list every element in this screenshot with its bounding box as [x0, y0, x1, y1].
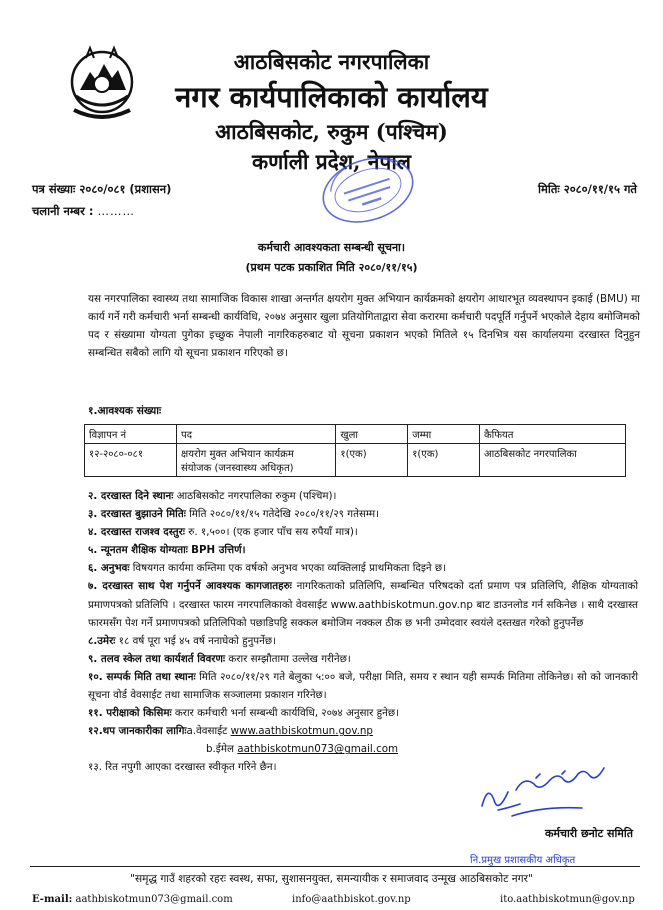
office-address: आठबिसकोट, रुकुम (पश्चिम) — [215, 119, 448, 144]
email-prefix: b.ईमेल — [206, 743, 238, 756]
footer-divider — [30, 866, 640, 867]
list-item-text: मिति २०८०/११/२९ गते बेलुका ५:०० बजे, परीक्षा मिति, समय र स्थान यही सम्पर्क मितिमा तोकिनेछ। सो को जानकारी सूचना वोर्ड वेवसाईट तथा सामाजिक सञ्जालमा प्रकाशन गरिनेछ। — [88, 670, 639, 702]
letter-date: मितिः २०८०/११/१५ गते — [538, 182, 637, 196]
list-item-label: ४. दरखास्त राजश्व दस्तुरः — [88, 526, 185, 539]
list-item — [88, 559, 638, 577]
list-item-label: १२.थप जानकारीका लागिः — [88, 725, 187, 738]
list-item — [88, 487, 638, 505]
post-name-line: क्षयरोग मुक्त अभियान कार्यक्रम — [181, 449, 294, 460]
list-item-text: BPH उत्तिर्ण। — [191, 544, 246, 557]
letter-number: पत्र संख्याः २०८०/०८१ (प्रशासन) — [32, 182, 172, 196]
list-item-label: ६. अनुभवः — [88, 562, 130, 575]
advert-number: १२-२०८०-०८१ — [85, 444, 177, 477]
section-required-number: १.आवश्यक संख्याः — [88, 405, 162, 417]
list-item-text: करार कर्मचारी भर्ना सम्बन्धी कार्यविधि, २०७४ अनुसार हुनेछ। — [174, 707, 399, 720]
chief-officer-title: नि.प्रमुख प्रशासकीय अधिकृत — [470, 855, 576, 866]
list-item-text: करार सम्झौतामा उल्लेख गरीनेछ। — [228, 652, 351, 665]
table-header-cell: पद — [177, 425, 336, 444]
list-item-label: ७. दरखास्त साथ पेश गर्नुपर्ने आवश्यक कागजातहरुः — [88, 580, 292, 593]
list-item-label: ८.उमेरः — [88, 634, 116, 647]
list-item — [88, 523, 638, 541]
requirements-list — [88, 487, 638, 777]
dispatch-number-value: ……… — [97, 204, 135, 218]
remarks: आठबिसकोट नगरपालिका — [479, 444, 625, 477]
table-header-cell: जम्मा — [408, 425, 480, 444]
open-count: १(एक) — [336, 444, 408, 477]
list-item-text: आठबिसकोट नगरपालिका रुकुम (पश्चिम)। — [176, 490, 337, 502]
list-item — [88, 668, 638, 704]
list-item-label: ११. परीक्षाको किसिमः — [88, 707, 172, 720]
footer-email-link[interactable]: info@aathbiskot.gov.np — [292, 894, 411, 905]
round-office-stamp-icon — [314, 150, 422, 230]
footer-motto: "समृद्ध गाउँ शहरको रहरः स्वस्थ, सफा, सुशासनयुक्त, समन्यायीक र समाजवाद उन्मूख आठबिसकोट नगर" — [130, 873, 533, 885]
list-item — [88, 541, 638, 559]
table-row — [85, 444, 626, 477]
list-item — [88, 577, 638, 631]
footer-email-link[interactable]: aathbiskotmun073@gmail.com — [75, 894, 233, 905]
notice-subtitle: (प्रथम पटक प्रकाशित मिति २०८०/११/१५) — [245, 261, 418, 274]
list-item — [88, 505, 638, 523]
list-item-label: १०. सम्पर्क मिति तथा स्थानः — [88, 670, 196, 683]
list-item — [88, 650, 638, 668]
list-item-label: ९. तलव स्केल तथा कार्यशर्त विवरणः — [88, 652, 226, 665]
list-item-label: २. दरखास्त दिने स्थानः — [88, 490, 174, 502]
footer-email-primary — [32, 894, 233, 905]
list-item — [88, 704, 638, 722]
list-item — [88, 722, 638, 740]
handwritten-signature-icon — [476, 766, 626, 832]
list-item-text: रु. १,५००। (एक हजार पाँच सय रुपैयाँ मात्र)। — [188, 526, 358, 539]
office-name: नगर कार्यपालिकाको कार्यालय — [175, 80, 488, 114]
dispatch-number — [32, 204, 135, 219]
list-item-text: १८ वर्ष पूरा भई ४५ वर्ष ननाघेको हुनुपर्नेछ। — [118, 634, 276, 647]
notice-intro: यस नगरपालिका स्वास्थ्य तथा सामाजिक विकास शाखा अन्तर्गत क्षयरोग मुक्त अभियान कार्यक्रमको क्षयरोग आधारभूत व्यवस्थापन इकाई (BMU) मा कार्य गर्ने गरी कर्मचारी भर्ना सम्बन्धी कार्यविधि, २०७४ अनुसार खुला प्रतियोगिताद्वारा सेवा करारमा कर्मचारी पदपूर्ति गर्नुपर्ने भएकोले देहाय बमोजिमको पद र संख्यामा योग्यता पुगेका इच्छुक नेपाली नागरिकहरुबाट यो सूचना प्रकाशन भएको मितिले १५ दिनभित्र यस कार्यालयमा दरखास्त दिनुहुन सम्बन्धित सबैको लागि यो सूचना प्रकाशन गरिएको छ। — [88, 293, 640, 359]
website-link[interactable]: www.aathbiskotmun.gov.np — [230, 725, 373, 738]
list-item — [88, 740, 638, 758]
posts-table — [84, 424, 626, 477]
post-name-line: संयोजक (जनस्वास्थ्य अधिकृत) — [181, 463, 294, 474]
list-item: १३. रित नपुगी आएका दरखास्त स्वीकृत गरिने छैन। — [88, 761, 277, 774]
table-header-cell: विज्ञापन नं — [85, 425, 177, 444]
list-item-text: विषयगत कार्यमा कम्तिमा एक वर्षको अनुभव भएका व्यक्तिलाई प्राथमिकता दिइने छ। — [132, 562, 447, 575]
table-header-cell: खुला — [336, 425, 408, 444]
total-count: १(एक) — [408, 444, 480, 477]
list-item — [88, 632, 638, 650]
list-item-text: मिति २०८०/११/१५ गतेदेखि २०८०/११/२९ गतेसम्म। — [189, 508, 380, 521]
list-item-label: ३. दरखास्त बुझाउने मितिः — [88, 508, 186, 521]
province-country: कर्णाली प्रदेश, नेपाल — [252, 149, 411, 174]
footer-email-label: E-mail: — [32, 894, 73, 905]
website-prefix: a.वेवसाईट — [186, 725, 231, 738]
selection-committee: कर्मचारी छनोट समिति — [544, 827, 633, 840]
table-header-row — [85, 425, 626, 444]
list-item-text: नागरिकताको प्रतिलिपि, सम्बन्धित परिषदको दर्ता प्रमाण पत्र प्रतिलिपि, शैक्षिक योग्यताको प्रमाणपत्रको प्रतिलिपि । दरखास्त फारम नगरपालिकाको वेवसाईट www.aathbiskotmun.gov.np बाट डाउनलोड गर्न सकिनेछ । साथै दरखास्त फारमसँग पेश गर्ने प्रमाणपत्रको प्रतिलिपिको पछाडिपट्टि सक्कल बमोजिम नक्कल ठीक छ भनी उम्मेदवार स्वयंले दस्तखत गरेको हुनुपर्नेछ — [88, 580, 638, 629]
list-item-label: ५. न्यूनतम शैक्षिक योग्यताः — [88, 544, 188, 557]
footer-email-link[interactable]: ito.aathbiskotmun@gov.np — [500, 894, 635, 905]
post-name — [177, 444, 336, 477]
email-link[interactable]: aathbiskotmun073@gmail.com — [237, 743, 399, 756]
table-header-cell: कैफियत — [479, 425, 625, 444]
municipality-name: आठबिसकोट नगरपालिका — [233, 49, 430, 74]
notice-title: कर्मचारी आवश्यकता सम्बन्धी सूचना। — [257, 241, 406, 254]
dispatch-number-label: चलानी नम्बर : — [32, 204, 94, 218]
